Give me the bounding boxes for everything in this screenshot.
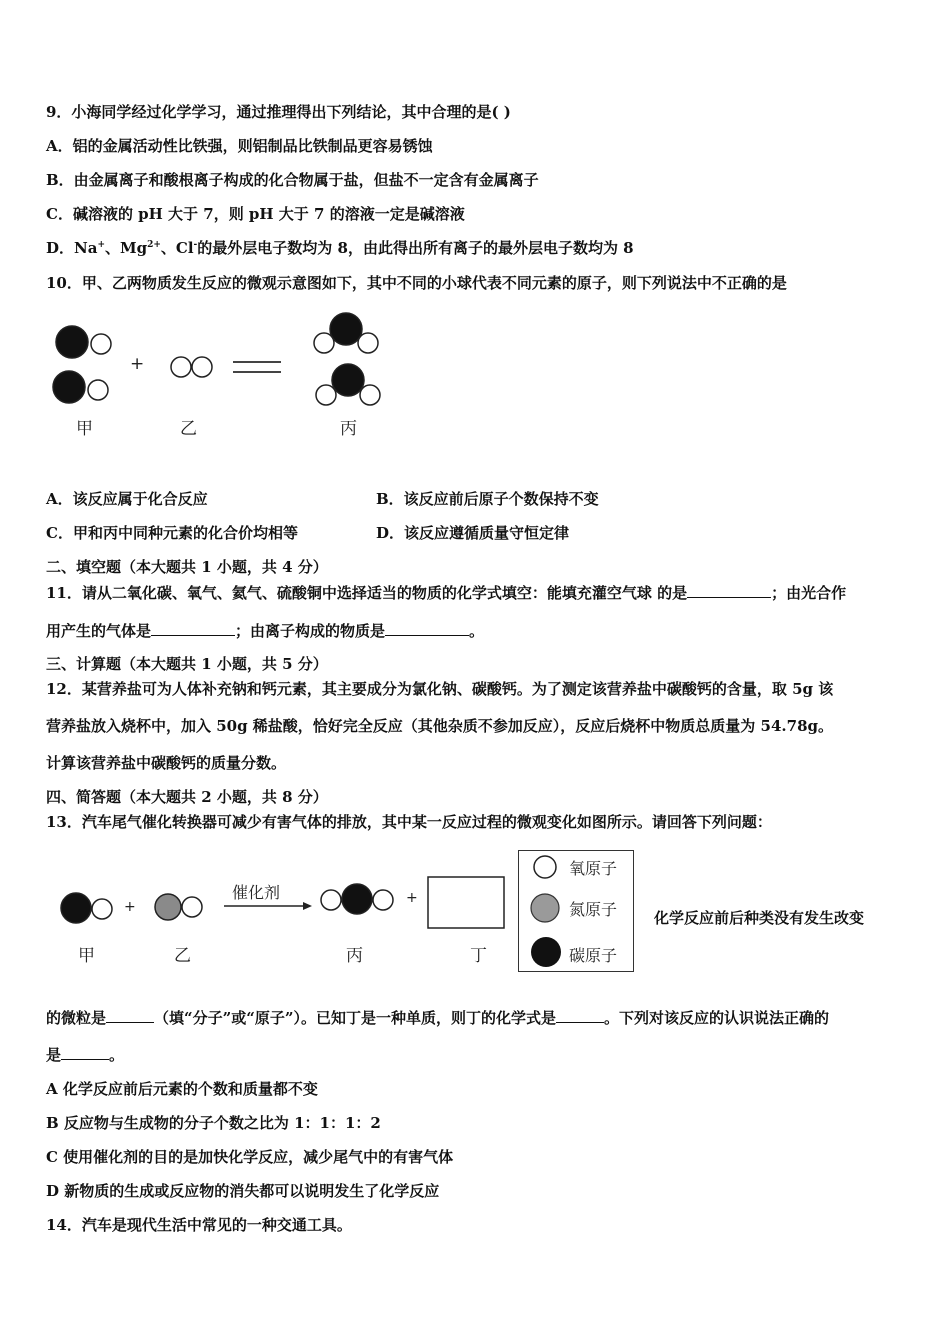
q13-option-a: A 化学反应前后元素的个数和质量都不变	[46, 1080, 318, 1098]
q11-line2	[46, 621, 484, 641]
section-heading-2: 二、填空题（本大题共 1 小题，共 4 分）	[46, 558, 328, 576]
q13-option-b: B 反应物与生成物的分子个数之比为 1：1：1：2	[46, 1114, 381, 1132]
legend-carbon: 碳原子	[569, 946, 618, 965]
nitrogen-atom	[155, 894, 181, 920]
q13-option-c: C 使用催化剂的目的是加快化学反应，减少尾气中的有害气体	[46, 1148, 454, 1166]
text: 、Mg	[105, 239, 148, 257]
label-bing: 丙	[346, 946, 363, 966]
text: 。	[469, 622, 485, 640]
q9-stem: 9．小海同学经过化学学习，通过推理得出下列结论，其中合理的是( )	[46, 103, 511, 121]
atom-white	[171, 357, 191, 377]
q9-option-a: A．铝的金属活动性比铁强，则铝制品比铁制品更容易锈蚀	[46, 137, 433, 155]
carbon-atom	[61, 893, 91, 923]
section-heading-4: 四、简答题（本大题共 2 小题，共 8 分）	[46, 788, 328, 806]
text: 11．请从二氧化碳、氧气、氦气、硫酸铜中选择适当的物质的化学式填空：能填充灌空气球 的是	[46, 584, 688, 602]
answer-blank[interactable]	[151, 621, 235, 636]
answer-blank[interactable]	[106, 1008, 154, 1023]
q13-reaction-diagram	[50, 860, 510, 970]
oxygen-atom	[321, 890, 341, 910]
text: 。	[109, 1046, 125, 1064]
atom-legend	[518, 850, 634, 972]
oxygen-atom	[182, 897, 202, 917]
text: ；由离子构成的物质是	[235, 622, 386, 640]
superscript: -	[193, 240, 198, 250]
q10-option-a: A．该反应属于化合反应	[46, 490, 208, 508]
answer-blank[interactable]	[687, 583, 771, 598]
label-yi: 乙	[180, 419, 197, 439]
text: 、Cl	[160, 239, 194, 257]
atom-white	[316, 385, 336, 405]
oxygen-atom	[534, 856, 556, 878]
q13-continuation-1	[46, 1008, 829, 1028]
text: 。下列对该反应的认识说法正确的	[604, 1009, 830, 1027]
q10-option-c: C．甲和丙中同种元素的化合价均相等	[46, 524, 298, 542]
q13-stem: 13．汽车尾气催化转换器可减少有害气体的排放，其中某一反应过程的微观变化如图所示。请回答下列问题：	[46, 813, 772, 831]
text: ；由光合作	[771, 584, 847, 602]
label-ding: 丁	[470, 946, 487, 966]
nitrogen-atom	[531, 894, 559, 922]
atom-white	[91, 334, 111, 354]
q11-line1	[46, 583, 846, 603]
superscript: 2+	[147, 240, 161, 250]
label-bing: 丙	[340, 419, 357, 439]
q9-option-c: C．碱溶液的 pH 大于 7，则 pH 大于 7 的溶液一定是碱溶液	[46, 205, 465, 223]
text: D．Na	[46, 239, 98, 257]
q10-option-d: D．该反应遵循质量守恒定律	[376, 524, 570, 542]
atom-white	[192, 357, 212, 377]
plus-sign: +	[124, 899, 136, 915]
q12-line2: 营养盐放入烧杯中，加入 50g 稀盐酸，恰好完全反应（其他杂质不参加反应），反应后烧杯中物质总质量为 54.78g。	[46, 717, 833, 735]
ding-empty-box	[428, 877, 504, 928]
label-jia: 甲	[78, 946, 95, 966]
oxygen-atom	[92, 899, 112, 919]
section-heading-3: 三、计算题（本大题共 1 小题，共 5 分）	[46, 655, 328, 673]
text: （填“分子”或“原子”）。已知丁是一种单质，则丁的化学式是	[154, 1009, 557, 1027]
q9-option-b: B．由金属离子和酸根离子构成的化合物属于盐，但盐不一定含有金属离子	[46, 171, 539, 189]
atom-white	[88, 380, 108, 400]
legend-oxygen: 氧原子	[569, 859, 618, 878]
answer-blank[interactable]	[556, 1008, 604, 1023]
plus-sign: +	[406, 890, 418, 906]
atom-black	[330, 313, 362, 345]
plus-sign: +	[130, 354, 145, 374]
answer-blank[interactable]	[385, 621, 469, 636]
catalyst-label: 催化剂	[232, 883, 281, 902]
answer-blank[interactable]	[61, 1045, 109, 1060]
text: 的微粒是	[46, 1009, 107, 1027]
text: 的最外层电子数均为 8，由此得出所有离子的最外层电子数均为 8	[197, 239, 634, 257]
atom-black	[53, 371, 85, 403]
legend-nitrogen: 氮原子	[569, 900, 618, 919]
q13-side-text: 化学反应前后种类没有发生改变	[654, 909, 865, 927]
atom-black	[56, 326, 88, 358]
q14-stem: 14．汽车是现代生活中常见的一种交通工具。	[46, 1216, 352, 1234]
carbon-atom	[342, 884, 372, 914]
oxygen-atom	[373, 890, 393, 910]
q10-stem: 10．甲、乙两物质发生反应的微观示意图如下，其中不同的小球代表不同元素的原子，则下列说法中不正确的是	[46, 274, 787, 292]
q10-option-b: B．该反应前后原子个数保持不变	[376, 490, 599, 508]
atom-white	[360, 385, 380, 405]
label-jia: 甲	[76, 419, 93, 439]
label-yi: 乙	[174, 946, 191, 966]
text: 用产生的气体是	[46, 622, 152, 640]
q12-line3: 计算该营养盐中碳酸钙的质量分数。	[46, 754, 287, 772]
q12-line1: 12．某营养盐可为人体补充钠和钙元素，其主要成分为氯化钠、碳酸钙。为了测定该营养盐中碳酸钙的含量，取 5g 该	[46, 680, 834, 698]
atom-black	[332, 364, 364, 396]
q13-option-d: D 新物质的生成或反应物的消失都可以说明发生了化学反应	[46, 1182, 440, 1200]
text: 是	[46, 1046, 62, 1064]
q9-option-d	[46, 238, 634, 258]
superscript: +	[97, 240, 105, 250]
q13-continuation-2	[46, 1045, 124, 1065]
carbon-atom	[531, 937, 561, 967]
arrowhead	[303, 902, 312, 910]
